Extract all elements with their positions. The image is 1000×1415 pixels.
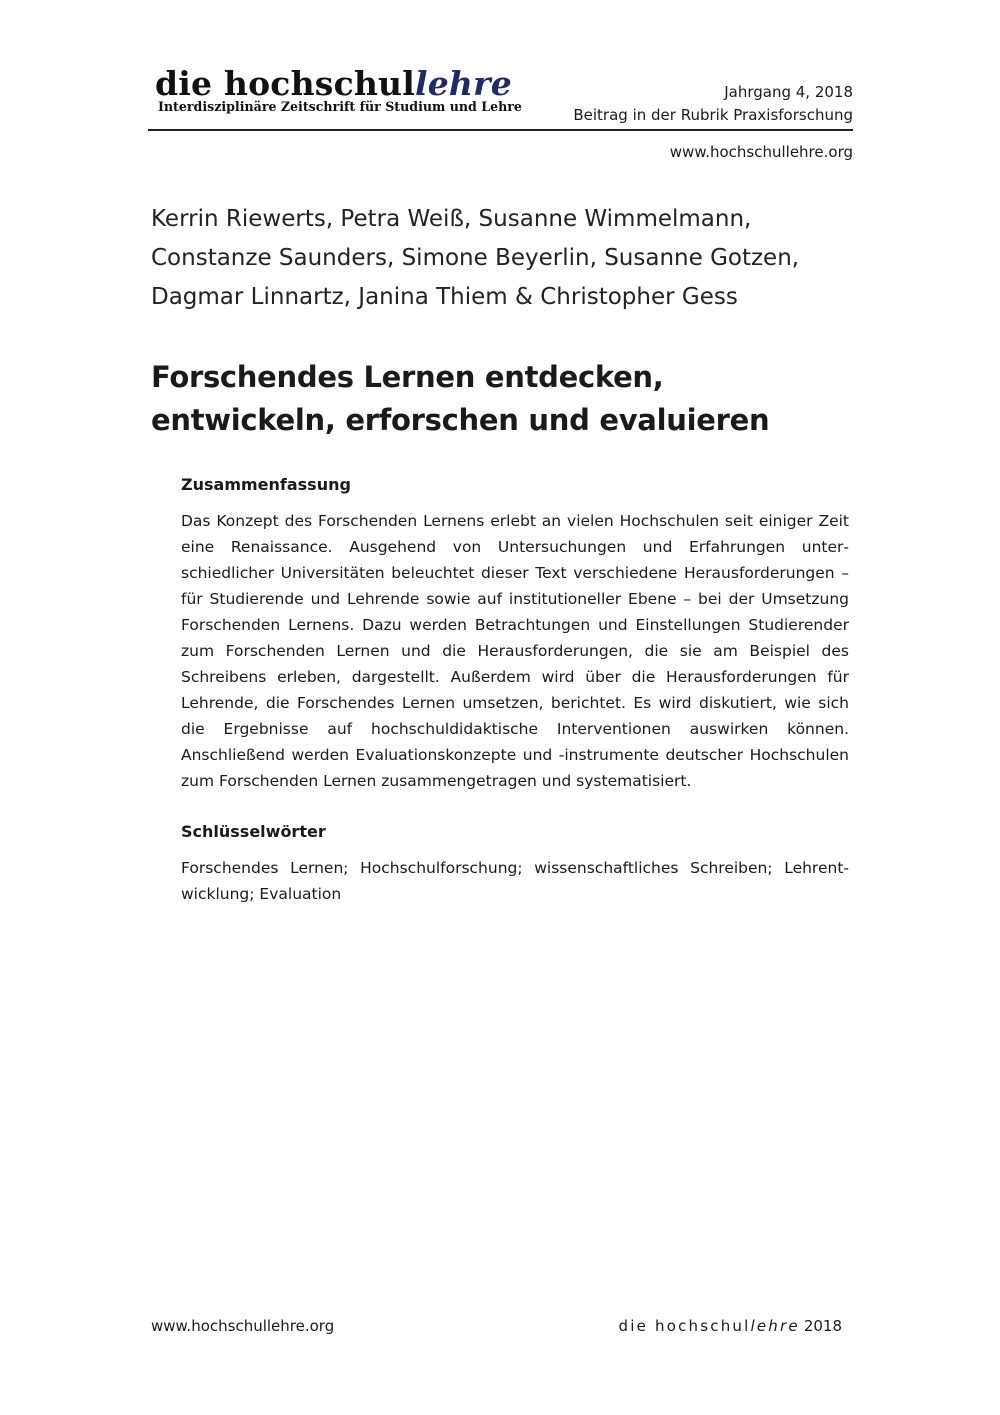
- abstract-text: Das Konzept des Forschenden Lernens erlebt an vielen Hochschulen seit einiger Zeit eine Renaissance. Ausgehend von Untersuchungen und Erfahrungen unterschiedlicher Universitäten beleuchtet dieser Text verschiedene Herausforderungen – für Studierende und Lehrende sowie auf institutioneller Ebene – bei der Umsetzung Forschenden Lernens. Dazu werden Betrachtungen und Einstellungen Studierender zum Forschenden Lernen und die Herausforderungen, die sie am Beispiel des Schreibens erleben, dargestellt. Außerdem wird über die Herausforderungen für Lehrende, die Forschendes Lernen umsetzen, berichtet. Es wird diskutiert, wie sich die Ergebnisse auf hochschuldidaktische Interventionen auswirken können. Anschließend werden Evaluationskonzepte und -instrumente deutscher Hochschulen zum Forschenden Lernen zusammengetragen und systematisiert.: [181, 512, 849, 790]
- category-info: Beitrag in der Rubrik Praxisforschung: [573, 106, 853, 124]
- author-list: [151, 200, 856, 317]
- abstract-heading: Zusammenfassung: [181, 475, 351, 494]
- keywords-section: [181, 821, 849, 907]
- journal-name-plain: die hochschul: [155, 64, 415, 103]
- header-meta: [573, 81, 853, 127]
- journal-name: [155, 66, 575, 102]
- footer-year: 2018: [803, 1317, 842, 1335]
- footer-journal-plain: die hochschul: [618, 1317, 751, 1335]
- footer-journal-name: [619, 1317, 800, 1335]
- journal-logo: [155, 66, 575, 114]
- volume-info: Jahrgang 4, 2018: [724, 83, 853, 101]
- footer-journal-accent: lehre: [750, 1317, 800, 1335]
- footer-journal-credit: [619, 1315, 842, 1337]
- footer-url[interactable]: www.hochschullehre.org: [151, 1317, 335, 1335]
- keywords-heading: Schlüsselwörter: [181, 822, 326, 841]
- header-url[interactable]: www.hochschullehre.org: [669, 143, 853, 161]
- author-line: Kerrin Riewerts, Petra Weiß, Susanne Wimmelmann,: [151, 206, 752, 232]
- keywords-text: Forschendes Lernen; Hochschulforschung; wissenschaftliches Schreiben; Lehrentwicklung; Evaluation: [181, 859, 849, 903]
- author-line: Constanze Saunders, Simone Beyerlin, Susanne Gotzen,: [151, 245, 800, 271]
- journal-name-accent: lehre: [414, 64, 512, 103]
- journal-subtitle: Interdisziplinäre Zeitschrift für Studium und Lehre: [158, 99, 522, 114]
- article-title: Forschendes Lernen entdecken, entwickeln, erforschen und evaluieren: [151, 360, 770, 437]
- author-line: Dagmar Linnartz, Janina Thiem & Christopher Gess: [151, 284, 738, 310]
- header-divider: [148, 129, 853, 131]
- abstract-section: [181, 474, 849, 794]
